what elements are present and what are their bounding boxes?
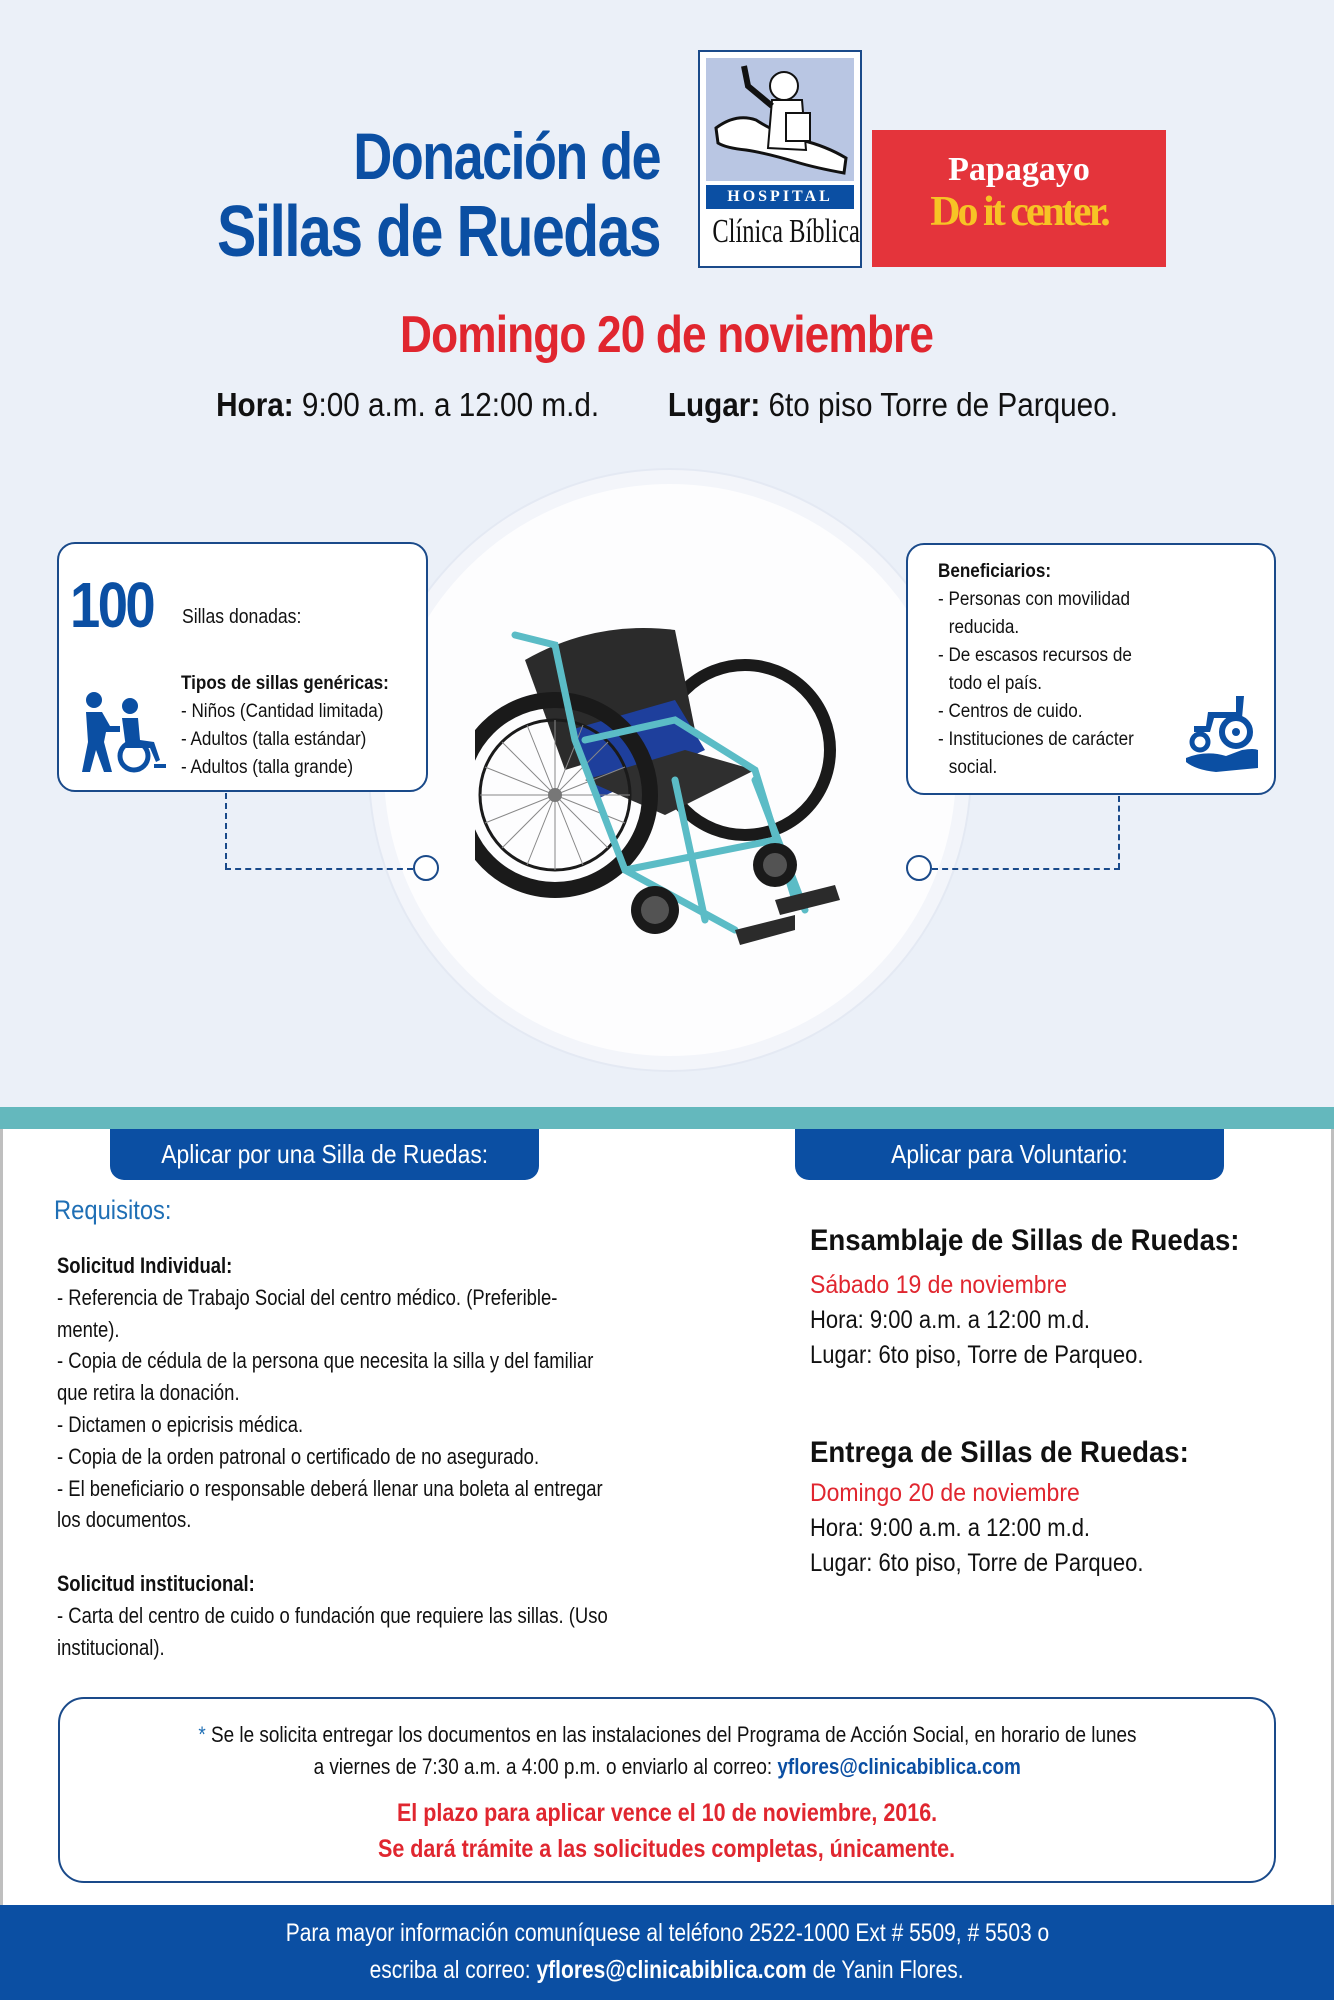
requirement-line: que retira la donación. <box>57 1380 240 1406</box>
apply-volunteer-tab <box>795 1129 1224 1180</box>
hora-label: Hora: <box>216 386 294 423</box>
hospital-clinica-biblica-logo <box>698 50 862 268</box>
assembly-hora: Hora: 9:00 a.m. a 12:00 m.d. <box>810 1306 1091 1334</box>
assembly-lugar: Lugar: 6to piso, Torre de Parqueo. <box>810 1341 1144 1369</box>
footer-line-2-suffix: de Yanin Flores. <box>813 1956 964 1984</box>
title-line-1: Donación de <box>353 119 660 193</box>
beneficiary-item: reducida. <box>948 617 1020 638</box>
beneficiaries-list <box>938 558 1134 782</box>
assembly-date: Sábado 19 de noviembre <box>810 1271 1068 1299</box>
beneficiary-item: social. <box>948 757 998 778</box>
lugar-label: Lugar: <box>667 386 761 423</box>
sponsor-line-1: Papagayo <box>948 151 1090 188</box>
apply-volunteer-tab-label: Aplicar para Voluntario: <box>891 1139 1128 1169</box>
hora-value: 9:00 a.m. a 12:00 m.d. <box>301 386 600 423</box>
left-connector-node <box>413 855 439 881</box>
chair-type-item: - Niños (Cantidad limitada) <box>181 701 384 722</box>
deadline-text: El plazo para aplicar vence el 10 de noviembre, 2016. <box>396 1799 938 1827</box>
requirement-line: - Carta del centro de cuido o fundación que requiere las sillas. (Uso <box>57 1602 608 1628</box>
requirement-line: los documentos. <box>57 1507 192 1533</box>
left-connector-vertical <box>225 793 227 869</box>
sponsor-line-2: Do it center. <box>930 189 1108 235</box>
individual-title: Solicitud Individual: <box>57 1253 233 1278</box>
requirement-line: mente). <box>57 1316 120 1342</box>
requirement-line: institucional). <box>57 1634 165 1660</box>
requirement-line: - Dictamen o epicrisis médica. <box>57 1411 304 1437</box>
beneficiary-item: todo el país. <box>948 673 1042 694</box>
assembly-title: Ensamblaje de Sillas de Ruedas: <box>810 1224 1240 1257</box>
beneficiary-item: - De escasos recursos de <box>938 645 1132 666</box>
notice-line-2: a viernes de 7:30 a.m. a 4:00 p.m. o enviarlo al correo: <box>313 1754 772 1779</box>
right-connector-vertical <box>1118 796 1120 869</box>
person-pushing-wheelchair-icon <box>82 692 168 774</box>
notice-email-link[interactable]: yflores@clinicabiblica.com <box>777 1754 1021 1779</box>
donated-count: 100 <box>70 569 154 641</box>
requirement-line: - Referencia de Trabajo Social del centro médico. (Preferible- <box>57 1284 558 1310</box>
apply-wheelchair-tab-label: Aplicar por una Silla de Ruedas: <box>161 1139 488 1169</box>
beneficiary-item: - Personas con movilidad <box>938 589 1130 610</box>
footer-line-2-prefix: escriba al correo: <box>370 1956 532 1984</box>
nurse-map-illustration-icon <box>706 58 854 181</box>
right-connector-node <box>906 855 932 881</box>
lugar-value: 6to piso Torre de Parqueo. <box>768 386 1118 423</box>
left-connector-horizontal <box>225 868 413 870</box>
assembly-block <box>810 1224 1310 1373</box>
notice-box <box>58 1697 1276 1883</box>
requirement-line: - Copia de la orden patronal o certificado de no asegurado. <box>57 1443 540 1469</box>
footer-line-1: Para mayor información comuníquese al teléfono 2522-1000 Ext # 5509, # 5503 o <box>285 1919 1049 1947</box>
hospital-band: HOSPITAL <box>706 185 854 209</box>
institutional-title: Solicitud institucional: <box>57 1570 255 1596</box>
donated-count-label: Sillas donadas: <box>182 606 302 628</box>
delivery-block <box>810 1436 1310 1581</box>
chair-type-item: - Adultos (talla estándar) <box>181 729 367 750</box>
beneficiary-item: - Instituciones de carácter <box>938 729 1134 750</box>
section-divider <box>0 1107 1334 1129</box>
delivery-date: Domingo 20 de noviembre <box>810 1479 1080 1507</box>
requirement-line: - El beneficiario o responsable deberá llenar una boleta al entregar <box>57 1475 603 1501</box>
wheelchair-illustration <box>475 600 875 960</box>
event-time-location <box>0 386 1334 424</box>
footer <box>0 1905 1334 2000</box>
event-date <box>0 305 1334 365</box>
chair-types-title: Tipos de sillas genéricas: <box>181 673 389 694</box>
beneficiary-item: - Centros de cuido. <box>938 701 1083 722</box>
right-connector-horizontal <box>932 868 1120 870</box>
title-line-2: Sillas de Ruedas <box>216 192 660 272</box>
notice-line-1: Se le solicita entregar los documentos en las instalaciones del Programa de Acción Social, en horario de lunes <box>210 1722 1137 1747</box>
event-date-text: Domingo 20 de noviembre <box>400 306 934 364</box>
requisitos-title: Requisitos: <box>54 1195 172 1225</box>
papagayo-doit-center-logo <box>872 130 1166 267</box>
asterisk: * <box>197 1722 206 1747</box>
hospital-name: Clínica Bíblica <box>712 213 860 250</box>
page-title <box>209 120 660 272</box>
requirements-body <box>57 1250 702 1663</box>
chair-types-list <box>181 670 389 782</box>
delivery-title: Entrega de Sillas de Ruedas: <box>810 1436 1189 1469</box>
delivery-hora: Hora: 9:00 a.m. a 12:00 m.d. <box>810 1514 1091 1542</box>
chair-type-item: - Adultos (talla grande) <box>181 757 354 778</box>
footer-email-link[interactable]: yflores@clinicabiblica.com <box>536 1956 808 1984</box>
requirement-line: - Copia de cédula de la persona que necesita la silla y del familiar <box>57 1348 594 1374</box>
hand-holding-wheelchair-icon <box>1186 692 1258 772</box>
apply-wheelchair-tab <box>110 1129 539 1180</box>
complete-only-text: Se dará trámite a las solicitudes completas, únicamente. <box>378 1835 956 1863</box>
delivery-lugar: Lugar: 6to piso, Torre de Parqueo. <box>810 1549 1144 1577</box>
beneficiaries-title: Beneficiarios: <box>938 561 1052 582</box>
